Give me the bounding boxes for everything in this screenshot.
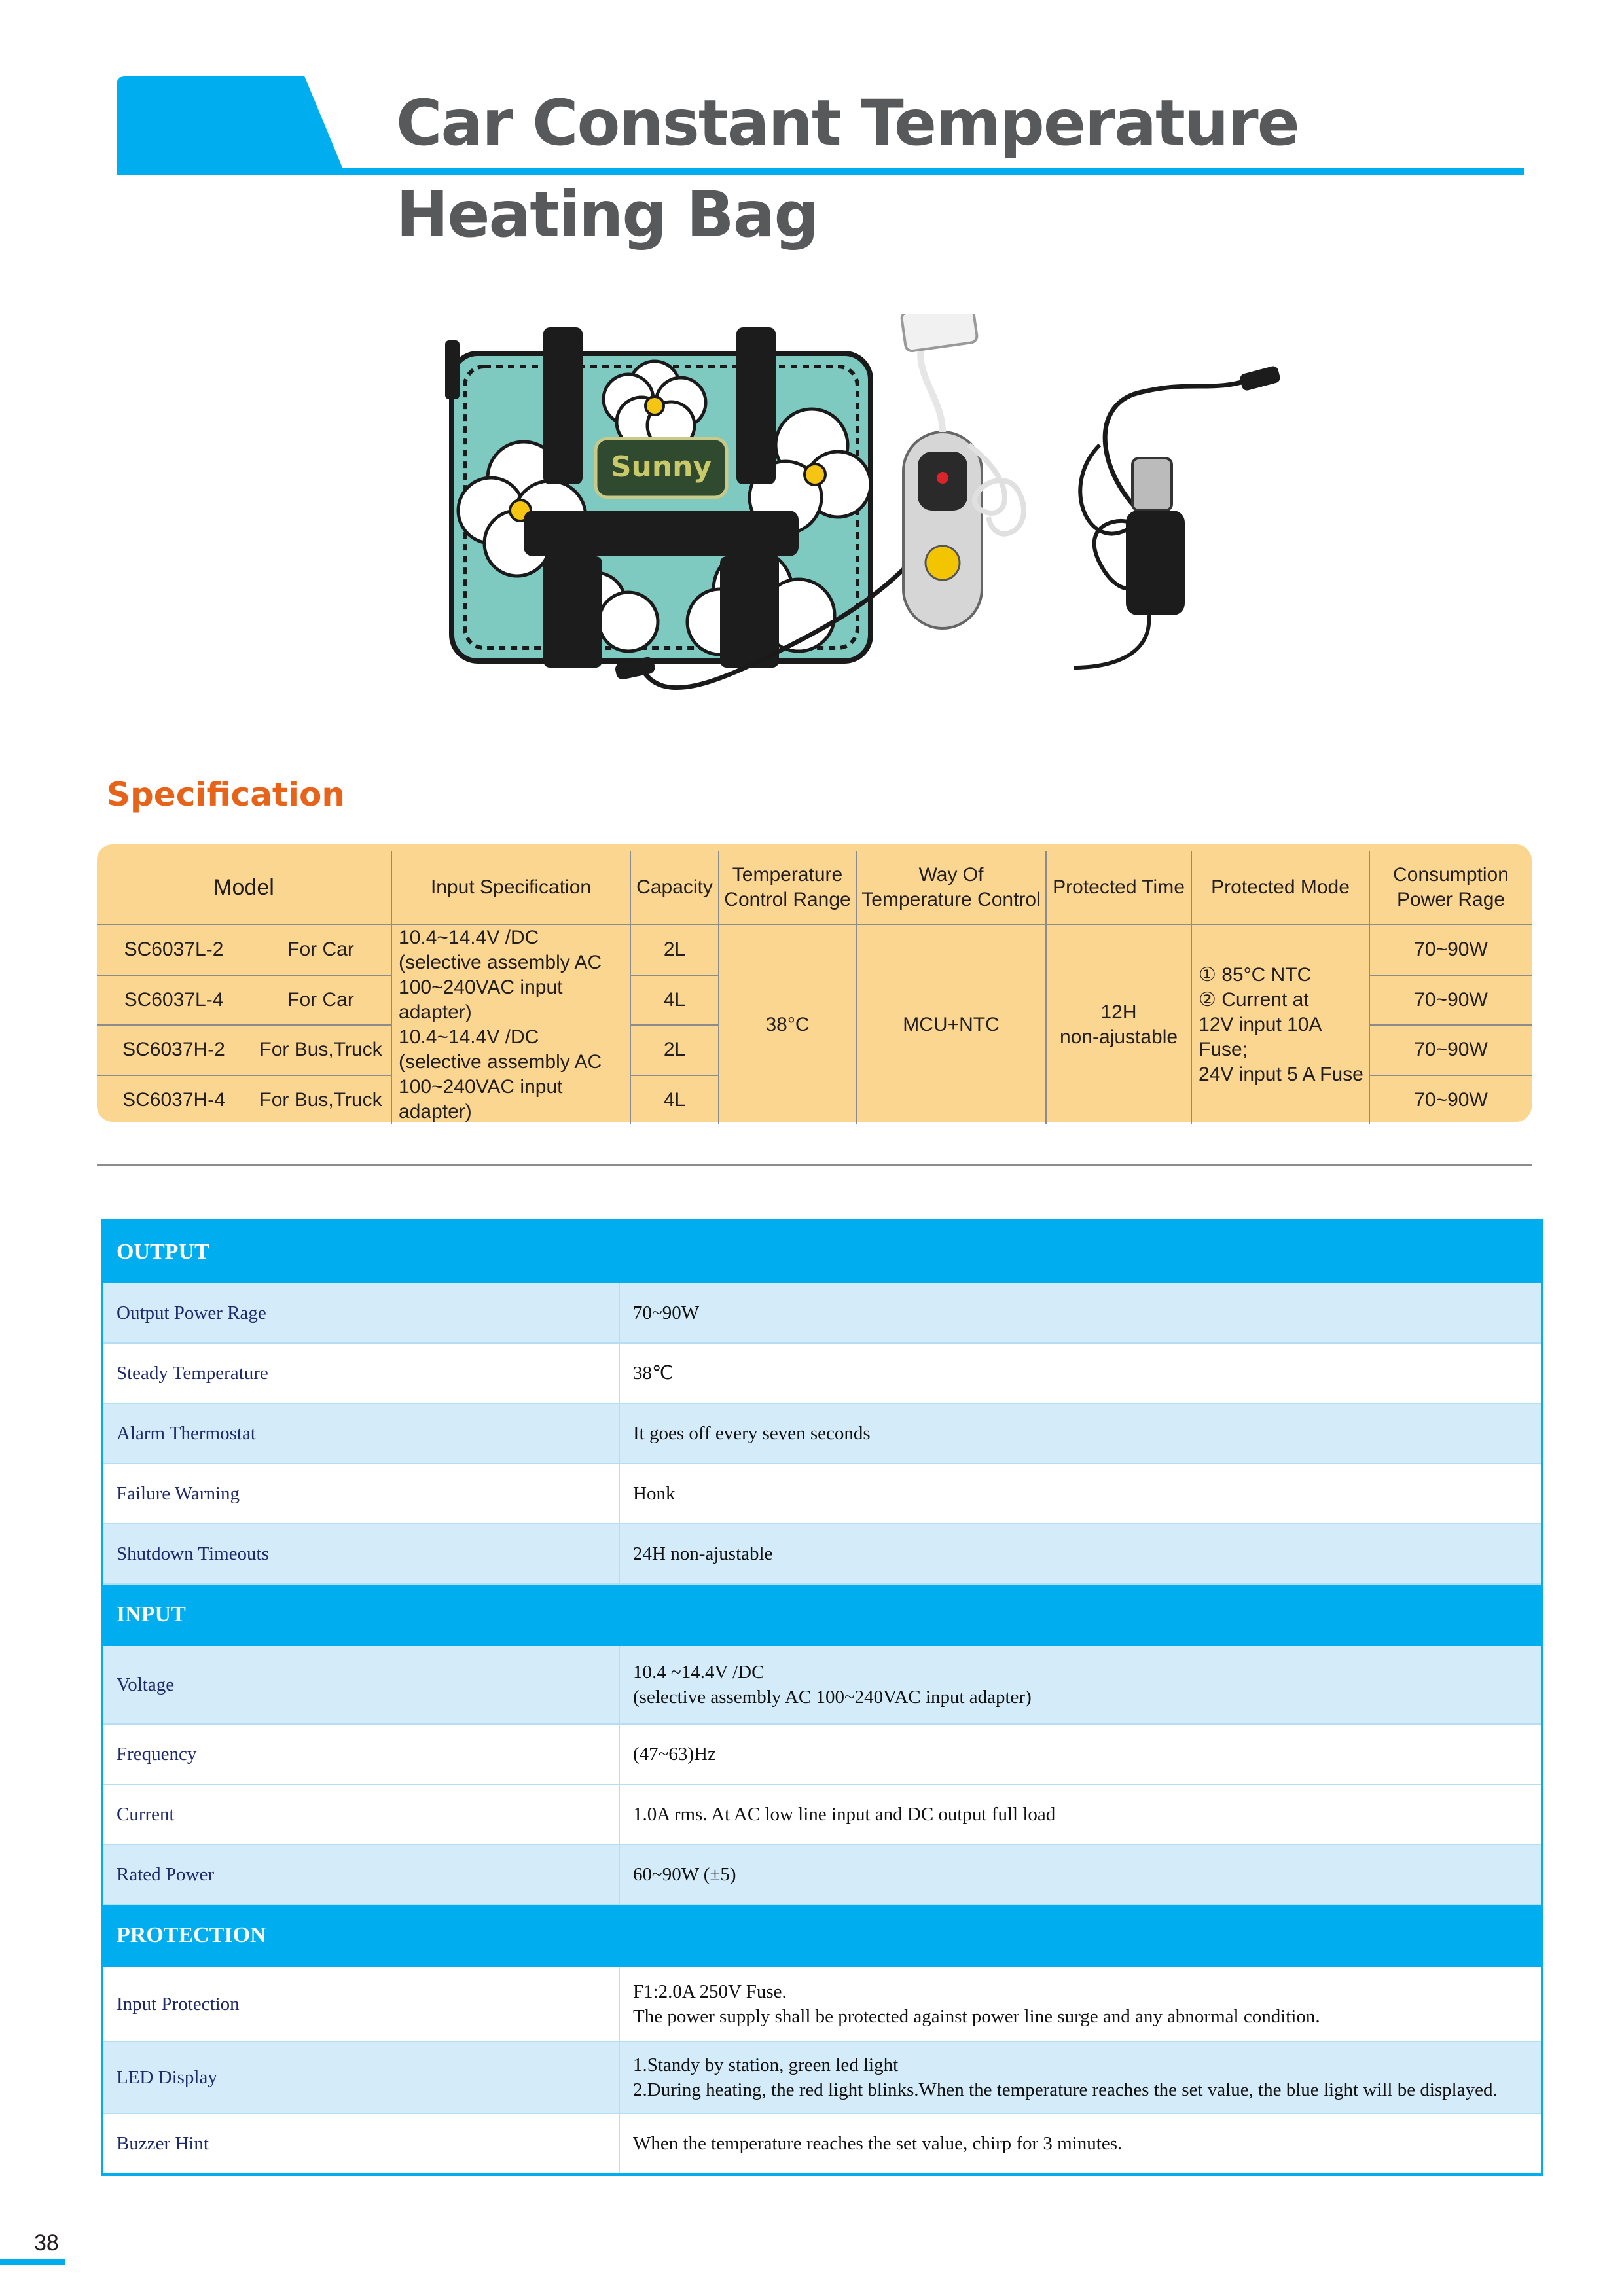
header-way: Way Of Temperature Control (856, 851, 1046, 925)
section-header-input: INPUT (102, 1584, 1542, 1645)
table-row: Alarm Thermostat It goes off every seven seconds (102, 1403, 1542, 1463)
table-row: Current 1.0A rms. At AC low line input and DC output full load (102, 1784, 1542, 1844)
heating-bag (445, 327, 871, 668)
specification-table (97, 851, 1532, 1124)
page-title: Car Constant Temperature Heating Bag (396, 86, 1299, 251)
model-cell: SC6037L-4 (97, 975, 251, 1026)
page-number-bar (0, 2259, 65, 2265)
header-temp-range: Temperature Control Range (719, 851, 856, 925)
section-header-protection: PROTECTION (102, 1905, 1542, 1966)
header-capacity: Capacity (630, 851, 719, 925)
header-protected-mode: Protected Mode (1191, 851, 1369, 925)
model-cell: SC6037H-4 (122, 1088, 225, 1111)
temp-range-value: 38°C (719, 925, 856, 1124)
table-row: Frequency (47~63)Hz (102, 1724, 1542, 1784)
power-cell: 70~90W (1369, 975, 1532, 1026)
model-cell: SC6037L-2 (97, 925, 251, 975)
header-protected-time: Protected Time (1046, 851, 1191, 925)
protected-time-value: 12H non-ajustable (1046, 925, 1191, 1124)
table-row: Steady Temperature 38℃ (102, 1343, 1542, 1403)
product-image (445, 314, 1296, 733)
car-plug (1126, 458, 1185, 615)
table-row: LED Display 1.Standy by station, green led light 2.During heating, the red light blinks.When the temperature reaches the set value, the blue light will be displayed. (102, 2041, 1542, 2113)
use-cell: For Car (251, 975, 391, 1026)
bag-logo: Sunny (610, 450, 712, 484)
header-model: Model (97, 851, 391, 925)
power-cell: 70~90W (1369, 1075, 1532, 1124)
table-row: Shutdown Timeouts 24H non-ajustable (102, 1524, 1542, 1584)
section-divider (97, 1164, 1532, 1166)
capacity-cell: 2L (630, 925, 719, 975)
table-row: Output Power Rage 70~90W (102, 1283, 1542, 1343)
header-accent-tab (117, 76, 346, 175)
page-number: 38 (34, 2231, 59, 2255)
use-cell: For Car (251, 925, 391, 975)
power-cell: 70~90W (1369, 1025, 1532, 1075)
controller (903, 432, 982, 628)
model-cell: SC6037H-2 (97, 1025, 251, 1075)
input-spec-l: 10.4~14.4V /DC (selective assembly AC 100~240VAC input adapter) (391, 925, 630, 1025)
input-spec-h: 10.4~14.4V /DC (selective assembly AC 100~240VAC input adapter) (391, 1025, 630, 1124)
header-consumption: Consumption Power Rage (1369, 851, 1532, 925)
header-input: Input Specification (391, 851, 630, 925)
capacity-cell: 4L (630, 975, 719, 1026)
table-row (97, 925, 1532, 975)
table-row: Buzzer Hint When the temperature reaches the set value, chirp for 3 minutes. (102, 2113, 1542, 2174)
table-row: Voltage 10.4 ~14.4V /DC (selective assembly AC 100~240VAC input adapter) (102, 1645, 1542, 1724)
use-cell: For Bus,Truck (251, 1025, 391, 1075)
way-value: MCU+NTC (856, 925, 1046, 1124)
section-header-output: OUTPUT (102, 1221, 1542, 1283)
table-row: Input Protection F1:2.0A 250V Fuse. The power supply shall be protected against power line surge and any abnormal condition. (102, 1966, 1542, 2041)
power-cell: 70~90W (1369, 925, 1532, 975)
capacity-cell: 2L (630, 1025, 719, 1075)
table-row: Failure Warning Honk (102, 1463, 1542, 1524)
protected-mode-value: ① 85°C NTC ② Current at 12V input 10A Fuse; 24V input 5 A Fuse (1191, 925, 1369, 1124)
use-cell: For Bus,Truck (259, 1088, 382, 1111)
specification-heading: Specification (107, 776, 345, 814)
detail-table (101, 1219, 1543, 2176)
capacity-cell: 4L (630, 1075, 719, 1124)
table-row: Rated Power 60~90W (±5) (102, 1844, 1542, 1905)
